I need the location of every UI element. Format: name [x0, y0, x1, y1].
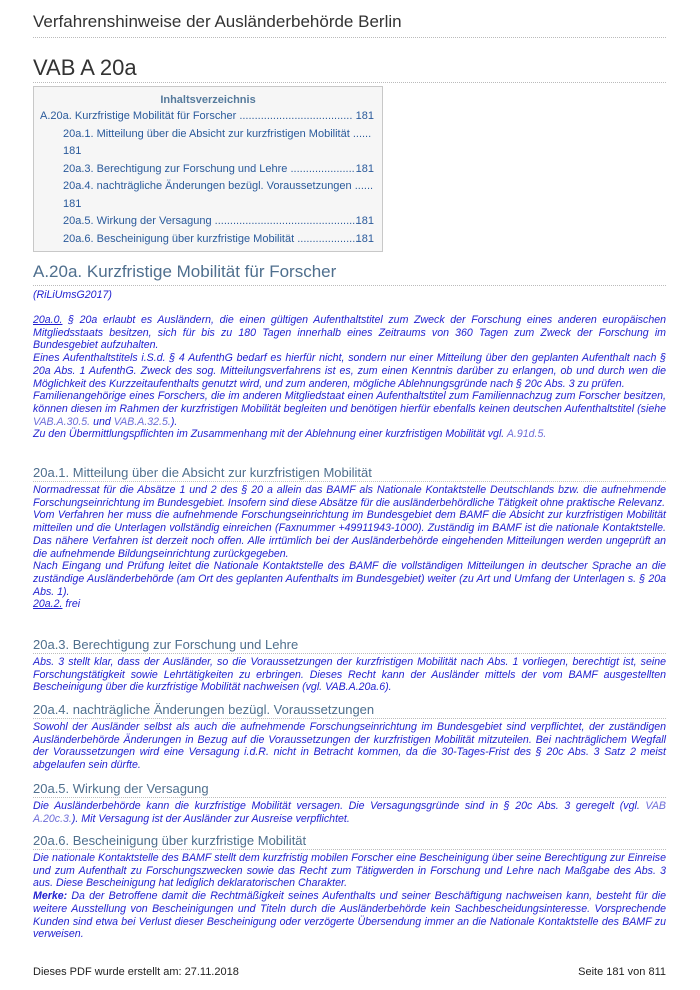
section-heading-20a3: 20a.3. Berechtigung zur Forschung und Lehre	[33, 637, 299, 652]
link-vab-a32-5[interactable]: VAB.A.32.5.	[113, 415, 171, 428]
section-divider	[33, 718, 666, 719]
section-1-text: Normadressat für die Absätze 1 und 2 des § 20 a allein das BAMF als Nationale Kontaktstelle Deutschlands bzw. die aufnehmende Forschungseinrichtung im Bundesgebiet. Insofern sind diese Absätze für die ausländerbehördliche Tätigkeit ohne praktische Relevanz. Vom Verfahren her muss die aufnehmende Forschungseinrichtung im Bundesgebiet dem BAMF die Absicht zur kurzfristigen Mobilität mitteilen und die Unterlagen vollständig einreichen (Faxnummer +49911943-1000). Zuständig im BAMF ist die nationale Kontaktstelle. Das nähere Verfahren ist derzeit noch offen. Alle irrtümlich bei der Ausländerbehörde eingehenden Mitteilungen werden ungeprüft an die aufnehmende Bildungseinrichtung zurückgegeben. Nach Eingang und Prüfung leitet die Nationale Kontaktstelle des BAMF die vollständigen Mitteilungen in deutscher Sprache an die zuständige Ausländerbehörde (am Ort des geplanten Aufenthalts im Bundesgebiet) weiter (zu Art und Umfang der Unterlagen s. § 20a Abs. 1). 20a.2. frei	[33, 484, 666, 611]
link-vab-a30-5[interactable]: VAB.A.30.5.	[33, 415, 91, 428]
section-source: (RiLiUmsG2017)	[33, 289, 112, 301]
section-3-text: Abs. 3 stellt klar, dass der Ausländer, so die Voraussetzungen der kurzfristigen Mobilität nach Abs. 1 vorliegen, berechtigt ist, seine Forschungstätigkeit sowie Lehrtätigkeiten zu erbringen. Dieses Recht kann der Ausländer mittels der vom BAMF ausgestellten Bescheinigung über die kurzfristige Mobilität nachweisen (vgl. VAB.A.20a.6).	[33, 656, 666, 694]
section-heading-20a6: 20a.6. Bescheinigung über kurzfristige Mobilität	[33, 833, 307, 848]
section-6-text: Die nationale Kontaktstelle des BAMF stellt dem kurzfristig mobilen Forscher eine Bescheinigung über seine Berechtigung zur Einreise und zum Aufenthalt zu Forschungszwecken sowie das Recht zum Tätigwerden in Forschung und Lehre nach Maßgabe des Abs. 3 aus. Diese Bescheinigung hat lediglich deklaratorischen Charakter. Merke: Da der Betroffene damit die Rechtmäßigkeit seines Aufenthalts und seiner Beschäftigung nachweisen kann, besteht für die weitere Ausstellung von Bescheinigungen und Titeln durch die Ausländerbehörde kein Sachbescheidungsinteresse. Vorsprechende Kunden sind etwa bei Verlust dieser Bescheinigung oder verzögerte Übersendung immer an die Nationale Kontaktstelle des BAMF zu verweisen.	[33, 852, 666, 941]
section-divider	[33, 849, 666, 850]
section-heading-20a1: 20a.1. Mitteilung über die Absicht zur kurzfristigen Mobilität	[33, 465, 372, 480]
section-heading-a20a: A.20a. Kurzfristige Mobilität für Forscher	[33, 262, 337, 281]
doc-title: VAB A 20a	[33, 55, 137, 80]
section-divider	[33, 797, 666, 798]
toc-link-20a6[interactable]: 20a.6. Bescheinigung über kurzfristige Mobilität .................... 181	[63, 232, 374, 245]
section-divider	[33, 481, 666, 482]
toc-page-20a4[interactable]: 181	[63, 197, 82, 210]
section-divider	[33, 285, 666, 286]
toc-link-a20a[interactable]: A.20a. Kurzfristige Mobilität für Forscher ..................................... 181	[40, 110, 374, 122]
header-title: Verfahrenshinweise der Ausländerbehörde Berlin	[33, 12, 402, 31]
paragraph: Eines Aufenthaltstitels i.S.d. § 4 AufenthG bedarf es hierfür nicht, sondern nur einer Mitteilung über den geplanten Aufenthalt nach § 20a Abs. 1 AufenthG. Zweck des sog. Mitteilungsverfahrens ist es, zum einen Kenntnis darüber zu erlangen, ob und durch wen die Möglichkeit des Kurzzeitaufenthalts genutzt wird, und zum anderen, mögliche Ablehnungsgründe nach § 20c Abs. 3 zu prüfen.	[33, 352, 666, 390]
footer-created-date: Dieses PDF wurde erstellt am: 27.11.2018	[33, 966, 239, 978]
footer-page-number: Seite 181 von 811	[578, 966, 666, 978]
section-divider	[33, 653, 666, 654]
anchor-20a0[interactable]: 20a.0.	[33, 314, 63, 326]
section-5-text: Die Ausländerbehörde kann die kurzfristige Mobilität versagen. Die Versagungsgründe sind in § 20c Abs. 3 geregelt (vgl. VAB A.20c.3.). Mit Versagung ist der Ausländer zur Ausreise verpflichtet.	[33, 800, 666, 825]
section-heading-20a5: 20a.5. Wirkung der Versagung	[33, 781, 209, 796]
table-of-contents	[33, 86, 383, 252]
section-4-text: Sowohl der Ausländer selbst als auch die aufnehmende Forschungseinrichtung im Bundesgebiet sind verpflichtet, der zuständigen Ausländerbehörde Änderungen in Bezug auf die Voraussetzungen der kurzfristigen Mobilität mitzuteilen. Bei nachträglichem Wegfall der Voraussetzungen wird eine Versagung i.d.R. nicht in Betracht kommen, da die 30-Tages-Frist des § 20c Abs. 3 Satz 2 meist abgelaufen sein dürfte.	[33, 721, 666, 772]
section-heading-20a4: 20a.4. nachträgliche Änderungen bezügl. Voraussetzungen	[33, 702, 375, 717]
toc-link-20a5[interactable]: 20a.5. Wirkung der Versagung ............................................... 181	[63, 215, 374, 227]
toc-page-20a1[interactable]: 181	[63, 145, 82, 157]
title-divider	[33, 82, 666, 83]
toc-link-20a1[interactable]: 20a.1. Mitteilung über die Absicht zur kurzfristigen Mobilität ......	[63, 127, 372, 140]
toc-title: Inhaltsverzeichnis	[160, 94, 256, 106]
toc-link-20a4[interactable]: 20a.4. nachträgliche Änderungen bezügl. Voraussetzungen ......	[63, 180, 374, 192]
link-vab-a20c3[interactable]: VAB A.20c.3.	[33, 800, 666, 825]
anchor-20a2[interactable]: 20a.2.	[33, 598, 63, 611]
toc-link-20a3[interactable]: 20a.3. Berechtigung zur Forschung und Lehre ..................... 181	[63, 162, 374, 175]
note-label: Merke:	[33, 890, 68, 903]
section-main-text: 20a.0. § 20a erlaubt es Ausländern, die einen gültigen Aufenthaltstitel zum Zweck der Forschung eines anderen europäischen Mitgliedsstaats besitzen, sich für bis zu 180 Tagen innerhalb eines Zeitraums von 360 Tagen zum Zweck der Forschung im Bundesgebiet aufzuhalten. Eines Aufenthaltstitels i.S.d. § 4 AufenthG bedarf es hierfür nicht, sondern nur einer Mitteilung über den geplanten Aufenthalt nach § 20a Abs. 1 AufenthG. Zweck des sog. Mitteilungsverfahrens ist es, zum einen Kenntnis darüber zu erlangen, ob und durch wen die Möglichkeit des Kurzzeitaufenthalts genutzt wird, und zum anderen, mögliche Ablehnungsgründe nach § 20c Abs. 3 zu prüfen. Familienangehörige eines Forschers, die im anderen Mitgliedstaat einen Aufenthaltstitel zum Familiennachzug zum Forscher besitzen, können diesen im Rahmen der kurzfristigen Mobilität begleiten und benötigen hierfür ebenfalls keinen deutschen Aufenthaltstitel (siehe VAB.A.30.5. und VAB.A.32.5.). Zu den Übermittlungspflichten im Zusammenhang mit der Ablehnung einer kurzfristigen Mobilität vgl. A.91d.5.	[33, 314, 666, 441]
link-a91d5[interactable]: A.91d.5.	[506, 428, 547, 441]
header-divider	[33, 37, 666, 38]
